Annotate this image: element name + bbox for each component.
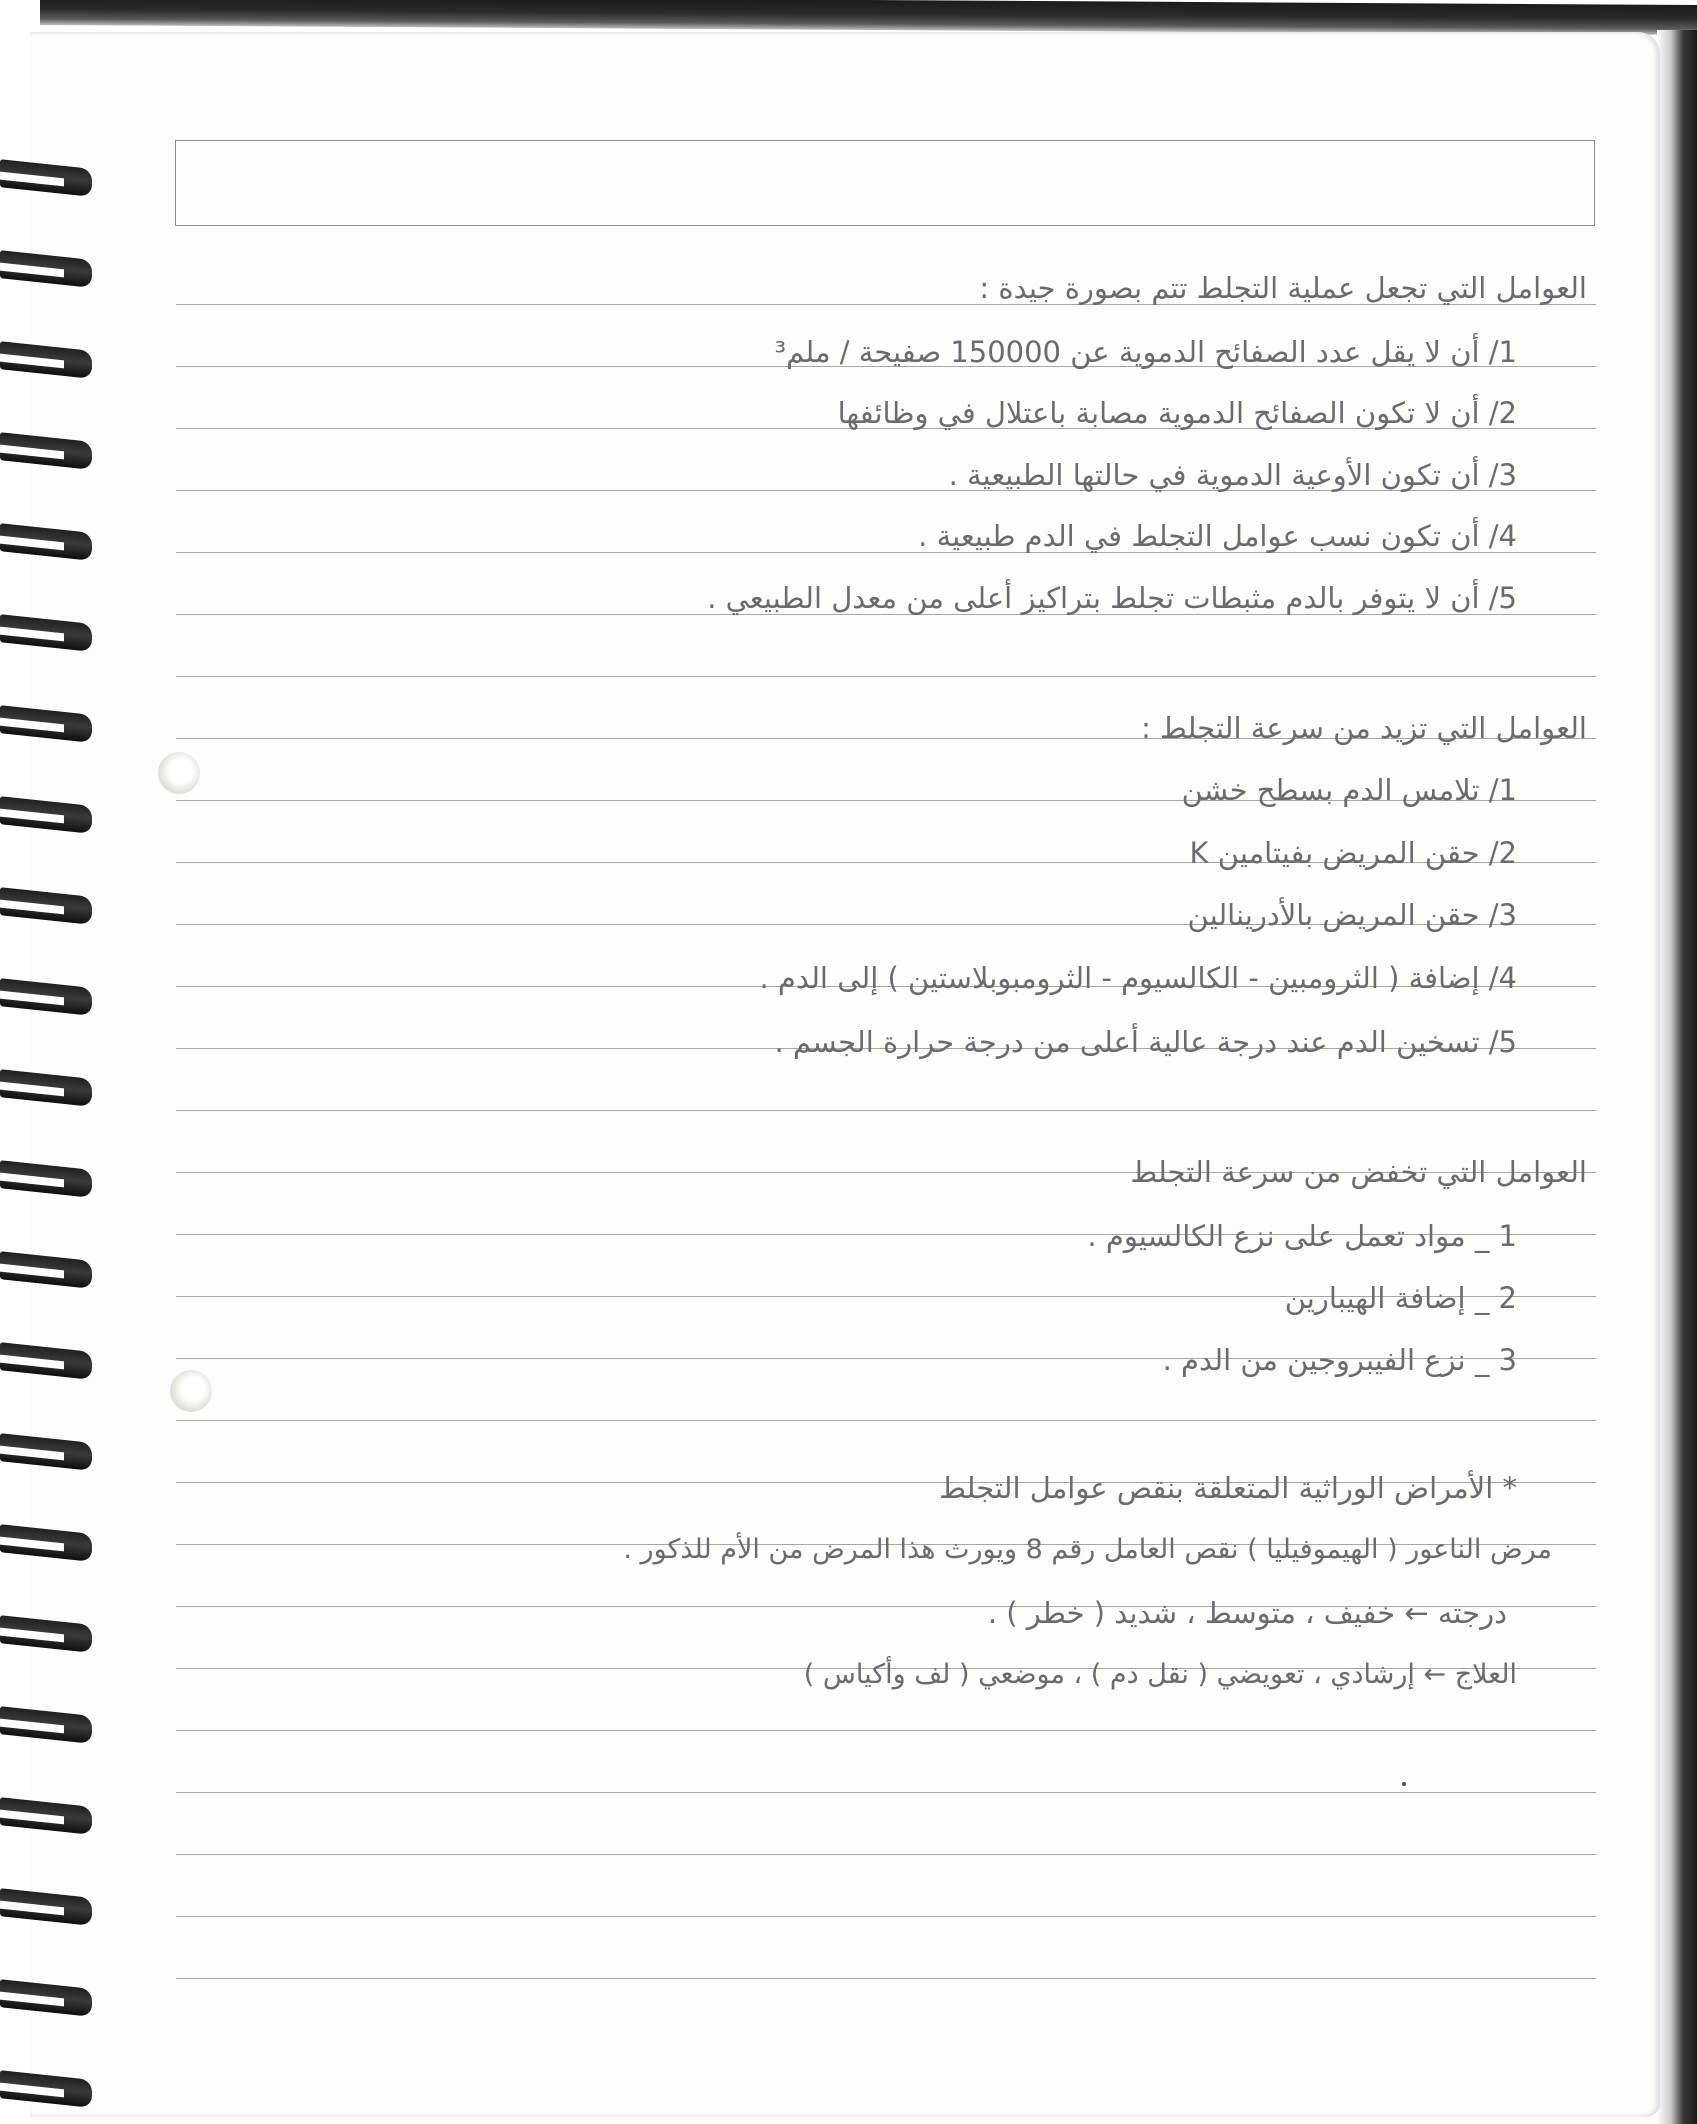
notebook-top-edge [40,0,1697,35]
spiral-ring [0,1984,100,2018]
list-item: 1 _ مواد تعمل على نزع الكالسيوم . [1087,1219,1517,1253]
note-heading: * الأمراض الوراثية المتعلقة بنقص عوامل التجلط [939,1471,1517,1505]
list-item: 1/ أن لا يقل عدد الصفائح الدموية عن 150000 صفيحة / ملم³ [774,335,1517,369]
spiral-ring [0,710,100,744]
ruled-line [176,1420,1596,1421]
notebook-right-edge [1657,30,1697,2124]
list-item: 2/ حقن المريض بفيتامين K [1189,836,1517,870]
section-heading: العوامل التي تزيد من سرعة التجلط : [1141,711,1587,745]
note-line: مرض الناعور ( الهيموفيليا ) نقص العامل رقم 8 ويورث هذا المرض من الأم للذكور . [623,1534,1552,1565]
ruled-line [176,1916,1596,1917]
list-item: 4/ إضافة ( الثرومبين - الكالسيوم - الثرومبوبلاستين ) إلى الدم . [759,961,1517,995]
list-item: 2 _ إضافة الهيبارين [1284,1281,1517,1315]
list-item: 3 _ نزع الفيبروجين من الدم . [1162,1343,1517,1377]
page-header-box [175,140,1595,226]
section-heading: العوامل التي تجعل عملية التجلط تتم بصورة جيدة : [979,271,1587,305]
note-line: العلاج ← إرشادي ، تعويضي ( نقل دم ) ، موضعي ( لف وأكياس ) [803,1659,1517,1690]
ink-dot [1402,1782,1406,1786]
ruled-line [176,1730,1596,1731]
ruled-line [176,1792,1596,1793]
section-heading: العوامل التي تخفض من سرعة التجلط [1130,1155,1587,1189]
spiral-ring [0,255,100,289]
spiral-ring [0,1893,100,1927]
list-item: 4/ أن تكون نسب عوامل التجلط في الدم طبيعية . [918,519,1517,553]
spiral-ring [0,1438,100,1472]
list-item: 5/ تسخين الدم عند درجة عالية أعلى من درجة حرارة الجسم . [774,1025,1517,1059]
ruled-line [176,1978,1596,1979]
ruled-line [176,1854,1596,1855]
spiral-ring [0,1074,100,1108]
list-item: 2/ أن لا تكون الصفائح الدموية مصابة باعتلال في وظائفها [837,396,1517,430]
spiral-ring [0,1711,100,1745]
list-item: 3/ أن تكون الأوعية الدموية في حالتها الطبيعية . [948,458,1517,492]
spiral-ring [0,1529,100,1563]
ruled-line [176,1110,1596,1111]
note-line: درجته ← خفيف ، متوسط ، شديد ( خطر ) . [987,1596,1507,1630]
list-item: 1/ تلامس الدم بسطح خشن [1181,773,1517,807]
spiral-ring [0,619,100,653]
spiral-ring [0,2075,100,2109]
list-item: 3/ حقن المريض بالأدرينالين [1187,898,1517,932]
list-item: 5/ أن لا يتوفر بالدم مثبطات تجلط بتراكيز أعلى من معدل الطبيعي . [707,581,1517,615]
spiral-ring [0,164,100,198]
spiral-ring [0,1165,100,1199]
ruled-line [176,676,1596,677]
spiral-ring [0,1802,100,1836]
